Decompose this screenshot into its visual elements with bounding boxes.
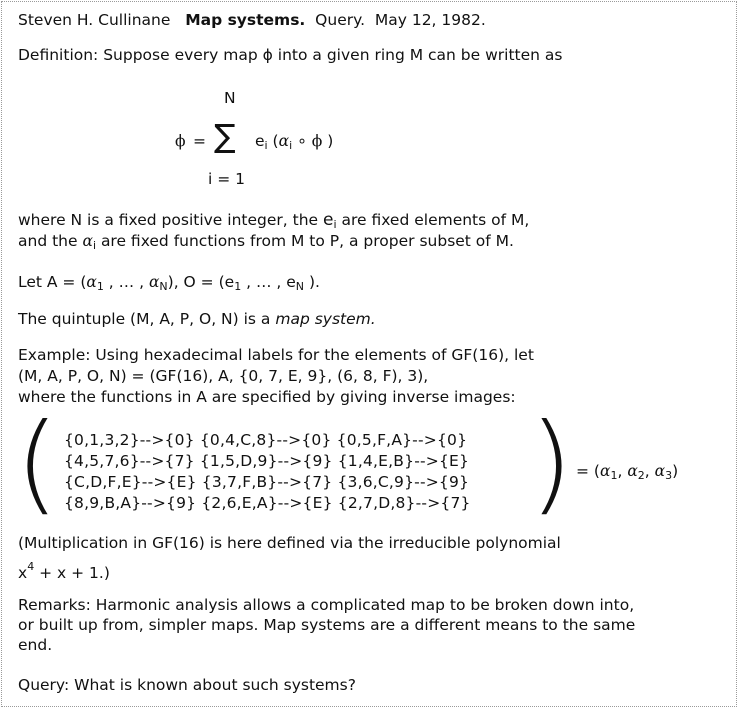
close-paren: ) bbox=[327, 132, 334, 150]
quintuple-line bbox=[18, 310, 376, 328]
matrix-right-paren: ) bbox=[528, 401, 574, 526]
multiplication-line-1: (Multiplication in GF(16) is here defined via the irreducible polynomial bbox=[18, 534, 561, 552]
example-line-3: where the functions in A are specified by giving inverse images: bbox=[18, 388, 516, 406]
let-e1-sub: 1 bbox=[234, 280, 242, 293]
result-text-a: = ( bbox=[576, 462, 600, 480]
let-alphaN-sub: N bbox=[159, 280, 168, 293]
result-alpha1-sub: 1 bbox=[610, 469, 618, 482]
result-comma2: , bbox=[644, 462, 650, 480]
formula-body bbox=[255, 132, 333, 152]
result-text-b: ) bbox=[672, 462, 679, 480]
poly-x: x bbox=[18, 564, 28, 582]
phi-symbol-2: ϕ bbox=[311, 132, 323, 150]
definition-intro: Definition: Suppose every map ϕ into a given ring M can be written as bbox=[18, 46, 563, 64]
e-subscript: i bbox=[264, 139, 268, 152]
result-comma1: , bbox=[617, 462, 623, 480]
sigma-symbol: ∑ bbox=[214, 117, 236, 155]
sum-upper-limit: N bbox=[224, 89, 236, 107]
alpha-symbol: α bbox=[278, 132, 290, 150]
let-text-b: ), O = (e bbox=[167, 273, 235, 291]
matrix-row: {C,D,F,E}-->{E} {3,7,F,B}-->{7} {3,6,C,9}-->{9} bbox=[64, 473, 470, 491]
alpha-subscript: i bbox=[289, 139, 293, 152]
result-alpha3-sub: 3 bbox=[665, 469, 673, 482]
where2-alpha-sub: i bbox=[92, 239, 96, 252]
where2-alpha: α bbox=[82, 232, 93, 250]
matrix-result bbox=[576, 462, 678, 482]
where-line-1 bbox=[18, 210, 529, 231]
let-mid1: , … , bbox=[103, 273, 145, 291]
let-text-a: Let A = ( bbox=[18, 273, 87, 291]
example-line-1: Example: Using hexadecimal labels for the elements of GF(16), let bbox=[18, 346, 534, 364]
remarks-line-2: or built up from, simpler maps. Map systems are a different means to the same bbox=[18, 616, 636, 634]
compose-symbol: ∘ bbox=[297, 132, 307, 150]
where-text-b: are fixed elements of M, bbox=[341, 211, 530, 229]
matrix-row: {0,1,3,2}-->{0} {0,4,C,8}-->{0} {0,5,F,A}-->{0} bbox=[64, 431, 468, 449]
matrix-row: {4,5,7,6}-->{7} {1,5,D,9}-->{9} {1,4,E,B}-->{E} bbox=[64, 452, 470, 470]
let-eN-sub: N bbox=[295, 280, 305, 293]
remarks-line-1: Remarks: Harmonic analysis allows a complicated map to be broken down into, bbox=[18, 596, 635, 614]
e-symbol: e bbox=[255, 132, 265, 150]
query-label: Query. bbox=[315, 11, 365, 29]
let-alpha1: α bbox=[86, 273, 97, 291]
result-alpha1: α bbox=[599, 462, 611, 480]
result-alpha3: α bbox=[654, 462, 666, 480]
example-line-2: (M, A, P, O, N) = (GF(16), A, {0, 7, E, 9}, (6, 8, F), 3), bbox=[18, 367, 429, 385]
let-text-c: ). bbox=[304, 273, 320, 291]
phi-symbol: ϕ bbox=[175, 132, 186, 150]
multiplication-line-2 bbox=[18, 560, 110, 582]
where-e: e bbox=[323, 210, 334, 230]
matrix-row: {8,9,B,A}-->{9} {2,6,E,A}-->{E} {2,7,D,8}-->{7} bbox=[64, 494, 471, 512]
quintuple-italic: map system. bbox=[275, 310, 376, 328]
sum-lower-limit: i = 1 bbox=[208, 170, 246, 188]
result-alpha2: α bbox=[627, 462, 638, 480]
open-paren: ( bbox=[272, 132, 279, 150]
where-line-2 bbox=[18, 232, 514, 252]
where2-text-a: and the bbox=[18, 232, 78, 250]
query-line: Query: What is known about such systems? bbox=[18, 676, 356, 694]
result-alpha2-sub: 2 bbox=[637, 469, 645, 482]
matrix-left-paren: ( bbox=[14, 401, 60, 526]
let-alphaN: α bbox=[148, 273, 160, 291]
where-text-a: where N is a fixed positive integer, the bbox=[18, 211, 319, 229]
where-e-sub: i bbox=[333, 218, 337, 231]
let-line bbox=[18, 273, 320, 293]
poly-rest: + x + 1.) bbox=[34, 564, 110, 582]
header bbox=[18, 11, 486, 29]
remarks-line-3: end. bbox=[18, 636, 53, 654]
title: Map systems. bbox=[185, 11, 306, 29]
let-alpha1-sub: 1 bbox=[96, 280, 104, 293]
where2-text-b: are fixed functions from M to P, a proper subset of M. bbox=[100, 232, 514, 250]
date: May 12, 1982. bbox=[374, 11, 486, 29]
let-mid2: , … , e bbox=[241, 273, 296, 291]
equals-sign: = bbox=[193, 132, 206, 150]
author: Steven H. Cullinane bbox=[18, 11, 171, 29]
poly-exponent: 4 bbox=[27, 560, 35, 573]
quintuple-text: The quintuple (M, A, P, O, N) is a bbox=[18, 310, 271, 328]
